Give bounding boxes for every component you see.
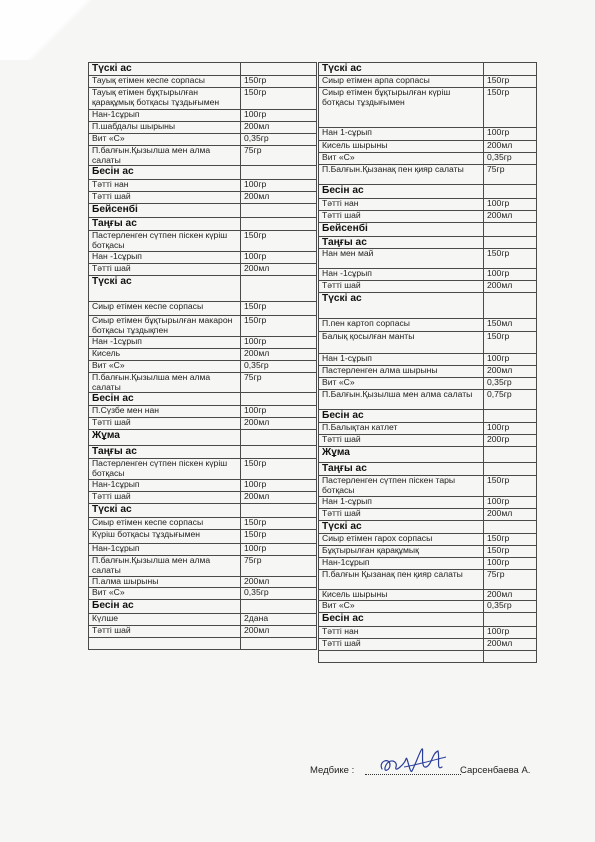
portion-amount: 200гр [484, 435, 537, 447]
meal-heading: Түскі ас [319, 63, 484, 76]
menu-row [89, 613, 317, 625]
menu-row [89, 87, 317, 109]
nurse-name: Сарсенбаева А. [460, 765, 531, 776]
dish-name: Күлше [89, 613, 241, 625]
right-menu-table [318, 62, 537, 663]
menu-row [319, 475, 537, 496]
portion-amount: 150гр [484, 533, 537, 545]
meal-heading: Бесін ас [319, 612, 484, 626]
dish-name [319, 650, 484, 662]
portion-amount [484, 184, 537, 198]
portion-amount: 200мл [484, 366, 537, 378]
handwritten-signature [376, 745, 456, 781]
portion-amount: 0,35гр [484, 378, 537, 390]
portion-amount: 0,35гр [484, 152, 537, 164]
dish-name: Кисель [89, 348, 241, 360]
menu-row [89, 145, 317, 166]
portion-amount: 150гр [484, 332, 537, 354]
meal-row [89, 393, 317, 406]
menu-row [319, 435, 537, 447]
portion-amount: 0,35гр [241, 360, 317, 372]
portion-amount: 200мл [484, 210, 537, 222]
menu-row [89, 336, 317, 348]
dish-name: Нан -1сұрып [319, 269, 484, 281]
meal-heading: Түскі ас [89, 63, 241, 76]
menu-row [319, 600, 537, 612]
menu-row [319, 354, 537, 366]
dish-name: Нан 1-сұрып [319, 496, 484, 508]
dish-name: Нан-1сұрып [89, 479, 241, 491]
menu-row [89, 372, 317, 393]
portion-amount: 100гр [484, 354, 537, 366]
meal-heading: Бесін ас [89, 166, 241, 180]
menu-row [89, 459, 317, 480]
portion-amount: 150гр [484, 475, 537, 496]
portion-amount: 2дана [241, 613, 317, 625]
portion-amount: 100гр [241, 109, 317, 121]
dish-name: П.Балғын.Қызанақ пен қияр салаты [319, 164, 484, 184]
signature-label: Медбике : [310, 765, 355, 776]
portion-amount: 150гр [484, 75, 537, 87]
dish-name: Нан-1сұрып [89, 543, 241, 555]
portion-amount [484, 463, 537, 476]
dish-name: Пастерленген сүтпен піскен күріш ботқасы [89, 459, 241, 480]
day-row [89, 204, 317, 218]
menu-row [89, 133, 317, 145]
meal-row [89, 446, 317, 459]
menu-row [319, 496, 537, 508]
meal-row [89, 63, 317, 76]
portion-amount: 75гр [241, 372, 317, 393]
portion-amount: 150гр [241, 529, 317, 543]
menu-row [319, 545, 537, 557]
dish-name: П.Балғын.Қызылша мен алма салаты [319, 390, 484, 410]
dish-name: Нан-1сұрып [319, 557, 484, 569]
day-row [89, 430, 317, 446]
meal-row [319, 463, 537, 476]
meal-row [89, 218, 317, 231]
meal-heading: Түскі ас [319, 293, 484, 319]
portion-amount: 200мл [241, 576, 317, 587]
menu-row [89, 418, 317, 430]
menu-row [319, 423, 537, 435]
portion-amount [241, 204, 317, 218]
portion-amount: 200мл [241, 491, 317, 503]
menu-row [319, 152, 537, 164]
portion-amount: 100гр [241, 251, 317, 263]
portion-amount: 200мл [484, 638, 537, 650]
portion-amount: 150гр [241, 75, 317, 87]
portion-amount: 150гр [241, 459, 317, 480]
portion-amount: 200мл [241, 263, 317, 275]
menu-row [319, 650, 537, 662]
portion-amount [241, 503, 317, 517]
portion-amount [241, 599, 317, 613]
portion-amount: 0,75гр [484, 390, 537, 410]
dish-name: П.балғын Қызанақ пен қияр салаты [319, 569, 484, 589]
meal-row [319, 410, 537, 423]
dish-name: Сиыр етімен арпа сорпасы [319, 75, 484, 87]
dish-name [89, 637, 241, 649]
portion-amount: 150гр [241, 315, 317, 336]
left-menu-body [89, 63, 317, 650]
dish-name: Тәтті шай [319, 638, 484, 650]
portion-amount: 200мл [484, 508, 537, 520]
meal-heading: Бесін ас [319, 184, 484, 198]
portion-amount [241, 218, 317, 231]
menu-row [319, 87, 537, 127]
menu-row [89, 479, 317, 491]
menu-row [89, 315, 317, 336]
portion-amount [484, 63, 537, 76]
portion-amount: 200мл [241, 625, 317, 637]
day-heading: Жұма [89, 430, 241, 446]
menu-row [319, 281, 537, 293]
portion-amount: 100гр [484, 198, 537, 210]
dish-name: Сиыр етімен бұқтырылған күріш ботқасы тұздығымен [319, 87, 484, 127]
portion-amount: 150мл [484, 319, 537, 332]
portion-amount: 0,35гр [484, 600, 537, 612]
portion-amount [241, 637, 317, 649]
portion-amount: 100гр [241, 336, 317, 348]
meal-heading: Бесін ас [319, 410, 484, 423]
menu-row [89, 555, 317, 576]
portion-amount [241, 63, 317, 76]
dish-name: П.Сүзбе мен нан [89, 406, 241, 418]
meal-heading: Таңғы ас [89, 218, 241, 231]
menu-row [89, 406, 317, 418]
dish-name: Тәтті шай [319, 435, 484, 447]
menu-row [89, 348, 317, 360]
portion-amount: 150гр [484, 87, 537, 127]
left-menu-table [88, 62, 317, 650]
menu-row [319, 638, 537, 650]
dish-name: Нан -1сұрып [89, 251, 241, 263]
menu-row [319, 127, 537, 140]
menu-row [319, 332, 537, 354]
meal-row [319, 63, 537, 76]
menu-row [319, 533, 537, 545]
portion-amount: 150гр [241, 517, 317, 529]
dish-name: Күріш ботқасы тұздығымен [89, 529, 241, 543]
menu-row [319, 164, 537, 184]
portion-amount: 100гр [484, 496, 537, 508]
dish-name: Кисель шырыны [319, 589, 484, 600]
portion-amount: 100гр [484, 423, 537, 435]
portion-amount: 150гр [241, 231, 317, 252]
dish-name: Нан мен май [319, 249, 484, 269]
signature-block [310, 745, 540, 785]
menu-row [319, 75, 537, 87]
portion-amount: 200мл [484, 140, 537, 152]
menu-row [319, 557, 537, 569]
dish-name: Тәтті шай [89, 263, 241, 275]
dish-name: Вит «С» [319, 152, 484, 164]
dish-name: Нан 1-сұрып [319, 354, 484, 366]
portion-amount: 75гр [241, 555, 317, 576]
dish-name: П.балғын.Қызылша мен алма салаты [89, 372, 241, 393]
portion-amount: 100гр [484, 269, 537, 281]
menu-row [89, 529, 317, 543]
dish-name: Тәтті шай [89, 192, 241, 204]
menu-row [319, 198, 537, 210]
menu-row [89, 251, 317, 263]
dish-name: Тәтті шай [319, 281, 484, 293]
portion-amount: 200мл [241, 418, 317, 430]
portion-amount: 75гр [484, 569, 537, 589]
portion-amount: 100гр [484, 127, 537, 140]
dish-name: Вит «С» [89, 360, 241, 372]
meal-heading: Таңғы ас [89, 446, 241, 459]
portion-amount [484, 520, 537, 533]
portion-amount: 0,35гр [241, 587, 317, 599]
menu-row [89, 180, 317, 192]
dish-name: Тәтті шай [319, 210, 484, 222]
portion-amount [241, 166, 317, 180]
menu-row [319, 319, 537, 332]
menu-row [89, 121, 317, 133]
portion-amount: 0,35гр [241, 133, 317, 145]
dish-name: П.балғын.Қызылша мен алма салаты [89, 555, 241, 576]
portion-amount: 100гр [241, 543, 317, 555]
portion-amount: 200мл [484, 589, 537, 600]
meal-heading: Түскі ас [89, 275, 241, 301]
dish-name: Пастерленген сүтпен піскен күріш ботқасы [89, 231, 241, 252]
meal-row [319, 184, 537, 198]
dish-name: Сиыр етімен гарох сорпасы [319, 533, 484, 545]
menu-row [319, 390, 537, 410]
dish-name: Вит «С» [89, 587, 241, 599]
dish-name: П.Балықтан катлет [319, 423, 484, 435]
menu-row [319, 140, 537, 152]
portion-amount: 200мл [241, 348, 317, 360]
meal-heading: Бесін ас [89, 393, 241, 406]
portion-amount [241, 393, 317, 406]
portion-amount: 100гр [484, 626, 537, 638]
portion-amount: 100гр [484, 557, 537, 569]
dish-name: Нан-1сұрып [89, 109, 241, 121]
menu-row [89, 543, 317, 555]
dish-name: Кисель шырыны [319, 140, 484, 152]
dish-name: Тәтті нан [319, 626, 484, 638]
menu-row [89, 360, 317, 372]
dish-name: Тәтті шай [319, 508, 484, 520]
menu-row [89, 625, 317, 637]
portion-amount: 75гр [241, 145, 317, 166]
dish-name: П.пен картоп сорпасы [319, 319, 484, 332]
dish-name: Пастерленген алма шырыны [319, 366, 484, 378]
portion-amount: 200мл [241, 121, 317, 133]
menu-row [319, 210, 537, 222]
meal-row [89, 503, 317, 517]
portion-amount: 75гр [484, 164, 537, 184]
meal-row [319, 236, 537, 249]
portion-amount [484, 650, 537, 662]
portion-amount: 150гр [484, 249, 537, 269]
portion-amount [241, 446, 317, 459]
menu-row [89, 192, 317, 204]
menu-row [89, 637, 317, 649]
menu-row [89, 263, 317, 275]
dish-name: Тәтті шай [89, 625, 241, 637]
dish-name: Тәтті нан [319, 198, 484, 210]
dish-name: Тауық етімен бұқтырылған қарақұмық ботқасы тұздығымен [89, 87, 241, 109]
menu-row [319, 589, 537, 600]
portion-amount: 150гр [241, 87, 317, 109]
portion-amount: 100гр [241, 479, 317, 491]
menu-row [319, 569, 537, 589]
menu-row [319, 269, 537, 281]
meal-row [89, 275, 317, 301]
menu-row [319, 378, 537, 390]
menu-row [319, 626, 537, 638]
meal-row [319, 520, 537, 533]
portion-amount: 200мл [241, 192, 317, 204]
portion-amount: 200мл [484, 281, 537, 293]
portion-amount: 150гр [241, 301, 317, 315]
portion-amount: 100гр [241, 406, 317, 418]
portion-amount: 100гр [241, 180, 317, 192]
dish-name: Тәтті шай [89, 418, 241, 430]
portion-amount [484, 236, 537, 249]
meal-row [89, 599, 317, 613]
portion-amount [484, 410, 537, 423]
meal-row [319, 612, 537, 626]
dish-name: Вит «С» [319, 378, 484, 390]
dish-name: П.балғын.Қызылша мен алма салаты [89, 145, 241, 166]
menu-row [89, 109, 317, 121]
day-row [319, 447, 537, 463]
day-heading: Бейсенбі [89, 204, 241, 218]
dish-name: Сиыр етімен бұқтырылған макарон ботқасы тұздықпен [89, 315, 241, 336]
portion-amount [484, 447, 537, 463]
portion-amount [484, 293, 537, 319]
menu-row [89, 491, 317, 503]
portion-amount [484, 222, 537, 236]
dish-name: Сиыр етімен кеспе сорпасы [89, 301, 241, 315]
dish-name: Балық қосылған манты [319, 332, 484, 354]
day-heading: Жұма [319, 447, 484, 463]
portion-amount: 150гр [484, 545, 537, 557]
menu-row [89, 576, 317, 587]
dish-name: Тәтті нан [89, 180, 241, 192]
dish-name: Нан 1-сұрып [319, 127, 484, 140]
dish-name: Сиыр етімен кеспе сорпасы [89, 517, 241, 529]
dish-name: Тауық етімен кеспе сорпасы [89, 75, 241, 87]
menu-row [89, 231, 317, 252]
menu-row [89, 517, 317, 529]
dish-name: Пастерленген сүтпен піскен тары ботқасы [319, 475, 484, 496]
meal-heading: Бесін ас [89, 599, 241, 613]
meal-row [319, 293, 537, 319]
portion-amount [241, 275, 317, 301]
day-row [319, 222, 537, 236]
dish-name: Вит «С» [89, 133, 241, 145]
dish-name: Бұқтырылған қарақұмық [319, 545, 484, 557]
day-heading: Бейсенбі [319, 222, 484, 236]
portion-amount [241, 430, 317, 446]
right-menu-body [319, 63, 537, 663]
dish-name: Вит «С» [319, 600, 484, 612]
dish-name: Тәтті шай [89, 491, 241, 503]
meal-row [89, 166, 317, 180]
meal-heading: Таңғы ас [319, 463, 484, 476]
dish-name: П.алма шырыны [89, 576, 241, 587]
meal-heading: Түскі ас [89, 503, 241, 517]
dish-name: П.шабдалы шырыны [89, 121, 241, 133]
meal-heading: Түскі ас [319, 520, 484, 533]
menu-row [89, 587, 317, 599]
menu-row [89, 75, 317, 87]
meal-heading: Таңғы ас [319, 236, 484, 249]
menu-row [89, 301, 317, 315]
menu-row [319, 508, 537, 520]
menu-row [319, 366, 537, 378]
dish-name: Нан -1сұрып [89, 336, 241, 348]
menu-row [319, 249, 537, 269]
portion-amount [484, 612, 537, 626]
